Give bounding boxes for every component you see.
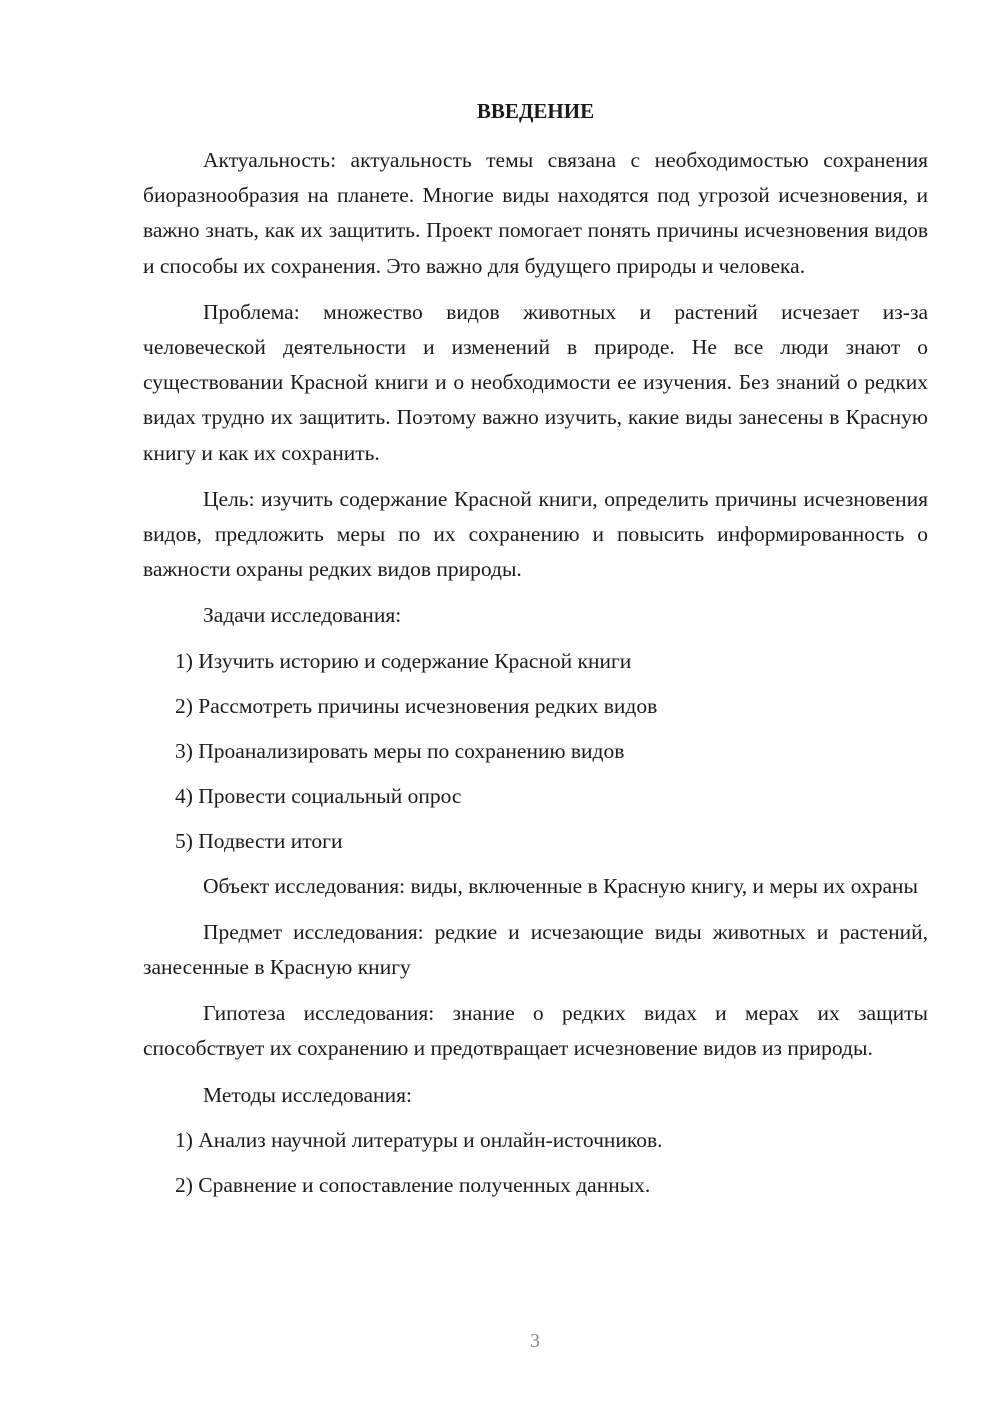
subject-paragraph: Предмет исследования: редкие и исчезающие виды животных и растений, занесенные в Красную книгу xyxy=(143,919,928,980)
relevance-paragraph: Актуальность: актуальность темы связана с необходимостью сохранения биоразнообразия на планете. Многие виды находятся под угрозой исчезновения, и важно знать, как их защитить. Проект помогает понять причины исчезновения видов и способы их сохранения. Это важно для будущего природы и человека. xyxy=(143,148,928,278)
list-item: 5) Подвести итоги xyxy=(175,828,343,853)
list-item: 1) Анализ научной литературы и онлайн-источников. xyxy=(175,1127,663,1152)
section-heading: ВВЕДЕНИЕ xyxy=(476,99,595,123)
list-item: 4) Провести социальный опрос xyxy=(175,783,462,808)
problem-paragraph: Проблема: множество видов животных и растений исчезает из-за человеческой деятельности и изменений в природе. Не все люди знают о существовании Красной книги и о необходимости ее изучения. Без знаний о редких видах трудно их защитить. Поэтому важно изучить, какие виды занесены в Красную книгу и как их сохранить. xyxy=(143,299,928,465)
list-item: 1) Изучить историю и содержание Красной книги xyxy=(175,648,632,673)
goal-paragraph: Цель: изучить содержание Красной книги, определить причины исчезновения видов, предложить меры по их сохранению и повысить информированность о важности охраны редких видов природы. xyxy=(143,486,928,582)
object-paragraph: Объект исследования: виды, включенные в Красную книгу, и меры их охраны xyxy=(203,873,919,898)
methods-list xyxy=(143,1123,928,1203)
hypothesis-paragraph: Гипотеза исследования: знание о редких видах и мерах их защиты способствует их сохранению и предотвращает исчезновение видов из природы. xyxy=(143,1001,928,1061)
list-item: 3) Проанализировать меры по сохранению видов xyxy=(175,738,625,763)
page-number: 3 xyxy=(530,1330,540,1352)
list-item: 2) Рассмотреть причины исчезновения редких видов xyxy=(175,693,658,718)
list-item: 2) Сравнение и сопоставление полученных данных. xyxy=(175,1172,651,1197)
document-page xyxy=(143,96,928,1213)
tasks-label: Задачи исследования: xyxy=(203,603,402,628)
methods-label: Методы исследования: xyxy=(203,1082,412,1107)
tasks-list xyxy=(143,644,928,859)
